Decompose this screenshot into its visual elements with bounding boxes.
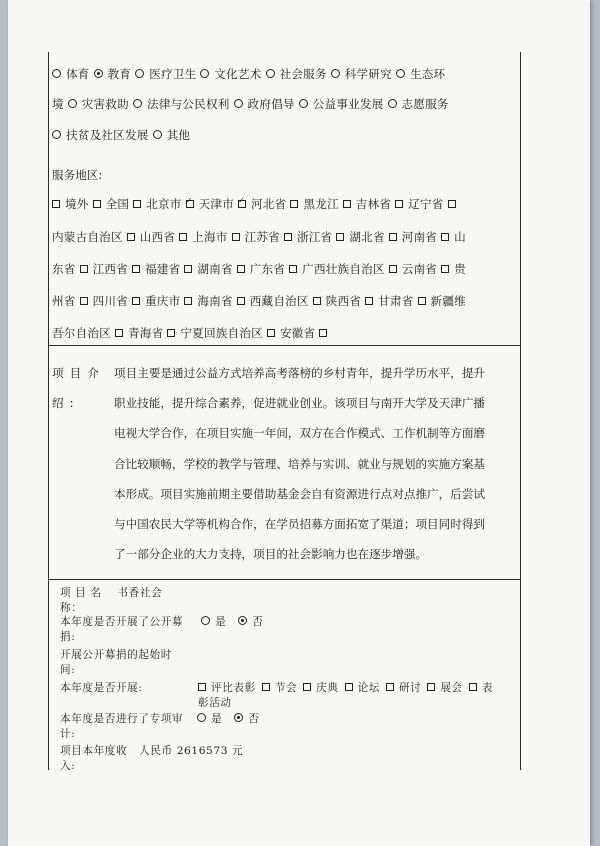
activity-label: 展会 [440,682,463,694]
option-item[interactable] [68,97,129,111]
option-label: 陕西省 [325,294,362,308]
project-intro-text [114,358,520,569]
fundraising-time-label-cont: 间: [60,664,76,676]
checkbox-icon[interactable] [289,265,297,273]
option-item [52,230,123,244]
option-label: 宁夏回族自治区 [180,326,263,340]
option-item[interactable] [232,230,280,244]
intro-line: 电视大学合作，在项目实施一年间，双方在合作模式、工作机制等方面磨 [114,426,486,441]
option-item[interactable] [186,197,234,211]
option-label: 广东省 [249,262,286,276]
option-label: 公益事业发展 [312,97,384,111]
radio-icon[interactable] [52,130,61,139]
audit-row [60,711,259,726]
option-item[interactable] [441,230,466,244]
option-item[interactable] [184,294,232,308]
option-label: 青海省 [127,326,164,340]
option-item[interactable] [234,97,295,111]
option-label: 贵 [454,262,466,276]
fundraising-no-radio[interactable] [238,616,247,625]
option-label: 西藏自治区 [249,294,309,308]
option-item[interactable] [441,262,466,276]
option-item[interactable] [388,97,449,111]
option-item [52,326,111,340]
activities-options [198,680,499,695]
option-label: 江西省 [92,262,128,276]
option-item[interactable] [200,67,261,81]
option-label: 州省 [52,294,76,308]
checkbox-icon[interactable] [237,265,245,273]
radio-icon[interactable] [266,69,275,78]
audit-yes-label: 是 [211,713,223,725]
option-label: 安徽省 [279,326,316,340]
checkbox-icon[interactable] [179,233,187,241]
activity-option[interactable] [345,682,380,694]
intro-line: 本形成。项目实施前期主要借助基金会自有资源进行点对点推广，后尝试 [114,486,486,501]
activity-option[interactable] [303,682,338,694]
option-line [52,261,470,277]
option-label: 河南省 [401,230,438,244]
option-label: 灾害救助 [81,97,129,111]
option-label: 吉林省 [355,197,392,211]
activity-label: 表 [481,682,493,694]
checkbox-icon[interactable] [389,233,397,241]
radio-icon[interactable] [68,99,77,108]
option-label: 境外 [65,197,89,211]
option-item[interactable] [396,67,445,81]
option-item[interactable] [94,67,132,81]
activity-option[interactable] [427,682,462,694]
fundraising-time-label: 开展公开募捐的起始时 [60,649,172,661]
checkbox-icon[interactable] [93,200,101,208]
option-line [52,196,465,212]
option-item[interactable] [299,97,384,111]
checkbox-icon[interactable] [345,683,353,691]
option-item[interactable] [132,294,180,308]
option-item[interactable] [52,128,149,142]
radio-icon[interactable] [388,99,397,108]
activity-option[interactable] [262,682,297,694]
option-line [52,66,449,82]
option-label: 东省 [52,262,76,276]
option-item[interactable] [319,326,332,340]
checkbox-icon[interactable] [267,329,275,337]
option-item [52,262,76,276]
option-line [52,293,470,309]
activities-label-cont: 彰活动 [198,697,232,709]
option-label: 其他 [166,128,191,142]
option-label: 江苏省 [244,230,280,244]
option-item[interactable] [153,128,191,142]
activity-label: 节会 [274,682,298,694]
audit-no-radio[interactable] [234,713,243,722]
fundraising-no-label: 否 [252,616,264,628]
option-label: 山 [454,230,466,244]
public-fundraising-row [60,614,263,629]
radio-icon[interactable] [200,69,209,78]
option-item[interactable] [127,230,175,244]
option-label: 云南省 [401,262,438,276]
option-item[interactable] [237,262,285,276]
checkbox-icon[interactable] [52,200,60,208]
option-item[interactable] [284,230,332,244]
option-label: 福建省 [144,262,181,276]
activity-option[interactable] [469,682,493,694]
checkbox-icon[interactable] [395,200,403,208]
intro-line: 与中国农民大学等机构合作，在学员招募方面拓宽了渠道；项目同时得到 [114,517,486,532]
checkbox-icon[interactable] [386,683,394,691]
option-item[interactable] [290,197,338,211]
intro-line: 了一部分企业的大力支持，项目的社会影响力也在逐步增强。 [114,547,428,562]
option-label: 内蒙古自治区 [52,230,123,244]
checkbox-icon[interactable] [469,683,477,691]
checkbox-icon[interactable] [319,329,327,337]
project-name-label: 项 目 名 [60,587,102,599]
checkbox-icon[interactable] [313,297,321,305]
option-label: 湖北省 [349,230,385,244]
option-label: 生态环 [409,67,446,81]
option-label: 境 [52,97,64,111]
option-item[interactable] [133,97,230,111]
option-item[interactable] [133,197,181,211]
option-item[interactable] [184,262,232,276]
table-right-border [520,52,521,770]
option-item[interactable] [331,67,392,81]
checkbox-icon[interactable] [365,297,373,305]
option-item[interactable] [167,326,263,340]
option-label: 扶贫及社区发展 [66,128,149,142]
audit-yes-radio[interactable] [197,713,206,722]
option-item [52,294,76,308]
option-item[interactable] [237,294,309,308]
checkbox-icon[interactable] [441,233,449,241]
income-row [60,743,243,758]
option-item[interactable] [80,262,128,276]
checkbox-icon[interactable] [303,683,311,691]
option-line [52,96,453,112]
option-item[interactable] [448,197,461,211]
radio-icon[interactable] [135,69,144,78]
option-label: 新疆维 [430,294,466,308]
checkbox-icon[interactable] [133,200,141,208]
activity-label: 庆典 [316,682,339,694]
checkbox-icon[interactable] [262,683,270,691]
checkbox-icon[interactable] [441,265,449,273]
checkbox-icon[interactable] [237,297,245,305]
option-label: 医疗卫生 [149,67,197,81]
option-label: 志愿服务 [401,97,449,111]
option-item[interactable] [93,197,130,211]
option-item[interactable] [238,197,286,211]
checkbox-icon[interactable] [167,329,175,337]
checkbox-icon[interactable] [238,200,246,208]
service-area-label: 服务地区: [52,168,103,182]
option-label: 黑龙江 [303,197,339,211]
activities-label: 本年度是否开展: [60,682,143,694]
activity-label: 评比表彰 [211,682,256,694]
option-label: 重庆市 [144,294,181,308]
radio-icon[interactable] [299,99,308,108]
option-label: 海南省 [197,294,233,308]
checkbox-icon[interactable] [198,683,206,691]
option-label: 吾尔自治区 [52,326,111,340]
option-item[interactable] [336,230,384,244]
checkbox-icon[interactable] [132,297,140,305]
option-label: 政府倡导 [247,97,295,111]
option-item[interactable] [267,326,315,340]
option-line [52,127,194,143]
table-left-border [48,52,49,770]
income-value: 人民币 2616573 元 [139,745,244,757]
checkbox-icon[interactable] [132,265,140,273]
activity-option[interactable] [386,682,421,694]
project-intro-label: 项目介绍: [52,366,105,410]
option-item[interactable] [365,294,413,308]
checkbox-icon[interactable] [336,233,344,241]
fundraising-yes-label: 是 [215,616,227,628]
checkbox-icon[interactable] [127,233,135,241]
checkbox-icon[interactable] [186,200,194,208]
radio-icon[interactable] [396,69,405,78]
option-label: 科学研究 [344,67,392,81]
option-label: 河北省 [250,197,287,211]
option-label: 甘肃省 [378,294,414,308]
income-label: 项目本年度收 [60,745,128,757]
checkbox-icon[interactable] [343,200,351,208]
checkbox-icon[interactable] [184,297,192,305]
option-item[interactable] [179,230,227,244]
intro-line: 项目主要是通过公益方式培养高考落榜的乡村青年，提升学历水平，提升 [114,366,486,380]
row-divider-2 [48,579,521,580]
radio-icon[interactable] [331,69,340,78]
option-label: 全国 [105,197,130,211]
option-item[interactable] [313,294,361,308]
checkbox-icon[interactable] [389,265,397,273]
checkbox-icon[interactable] [284,233,292,241]
checkbox-icon[interactable] [448,200,456,208]
option-label: 湖南省 [197,262,233,276]
option-line [52,325,336,341]
option-label: 浙江省 [296,230,333,244]
checkbox-icon[interactable] [418,297,426,305]
checkbox-icon[interactable] [427,683,435,691]
option-item[interactable] [52,197,89,211]
project-name-row [60,585,162,600]
project-name-label-cont: 称： [60,602,83,614]
option-item[interactable] [132,262,180,276]
option-item[interactable] [395,197,443,211]
checkbox-icon[interactable] [232,233,240,241]
option-label: 文化艺术 [214,67,262,81]
option-label: 教育 [107,67,132,81]
checkbox-icon[interactable] [80,265,88,273]
activity-label: 研讨 [398,682,422,694]
option-label: 辽宁省 [408,197,444,211]
public-fundraising-label-cont: 捐: [60,631,76,643]
activity-label: 论坛 [357,682,380,694]
option-item[interactable] [266,67,327,81]
audit-no-label: 否 [248,713,260,725]
option-label: 法律与公民权利 [146,97,230,111]
option-label: 广西壮族自治区 [302,262,385,276]
checkbox-icon[interactable] [115,329,123,337]
option-label: 天津市 [198,197,234,211]
checkbox-icon[interactable] [80,297,88,305]
option-label: 北京市 [146,197,182,211]
option-item[interactable] [389,230,437,244]
intro-line: 合比较顺畅，学校的教学与管理、培养与实训、就业与规划的实施方案基 [114,456,486,471]
audit-label: 本年度是否进行了专项审 [60,713,184,725]
radio-icon[interactable] [153,130,162,139]
income-label-cont: 入: [60,760,76,772]
option-item[interactable] [389,262,437,276]
option-label: 四川省 [92,294,128,308]
option-label: 社会服务 [279,67,327,81]
option-line [52,229,470,245]
fundraising-yes-radio[interactable] [201,616,210,625]
option-label: 上海市 [192,230,228,244]
row-divider-1 [48,345,521,346]
option-item [52,97,64,111]
option-item[interactable] [115,326,163,340]
radio-icon[interactable] [133,99,142,108]
checkbox-icon[interactable] [290,200,298,208]
activity-option[interactable] [198,682,256,694]
option-item[interactable] [52,67,90,81]
intro-line: 职业技能，提升综合素养，促进就业创业。该项目与南开大学及天津广播 [114,396,486,411]
option-item[interactable] [80,294,128,308]
option-item[interactable] [289,262,385,276]
option-label: 山西省 [139,230,176,244]
radio-icon[interactable] [94,69,103,78]
project-name-value: 书香社会 [117,587,163,599]
radio-icon[interactable] [234,99,243,108]
option-item[interactable] [343,197,391,211]
public-fundraising-label: 本年度是否开展了公开募 [60,616,184,628]
checkbox-icon[interactable] [184,265,192,273]
option-label: 体育 [66,67,90,81]
option-item[interactable] [135,67,196,81]
radio-icon[interactable] [52,69,61,78]
audit-label-cont: 计: [60,728,76,740]
option-item[interactable] [418,294,466,308]
